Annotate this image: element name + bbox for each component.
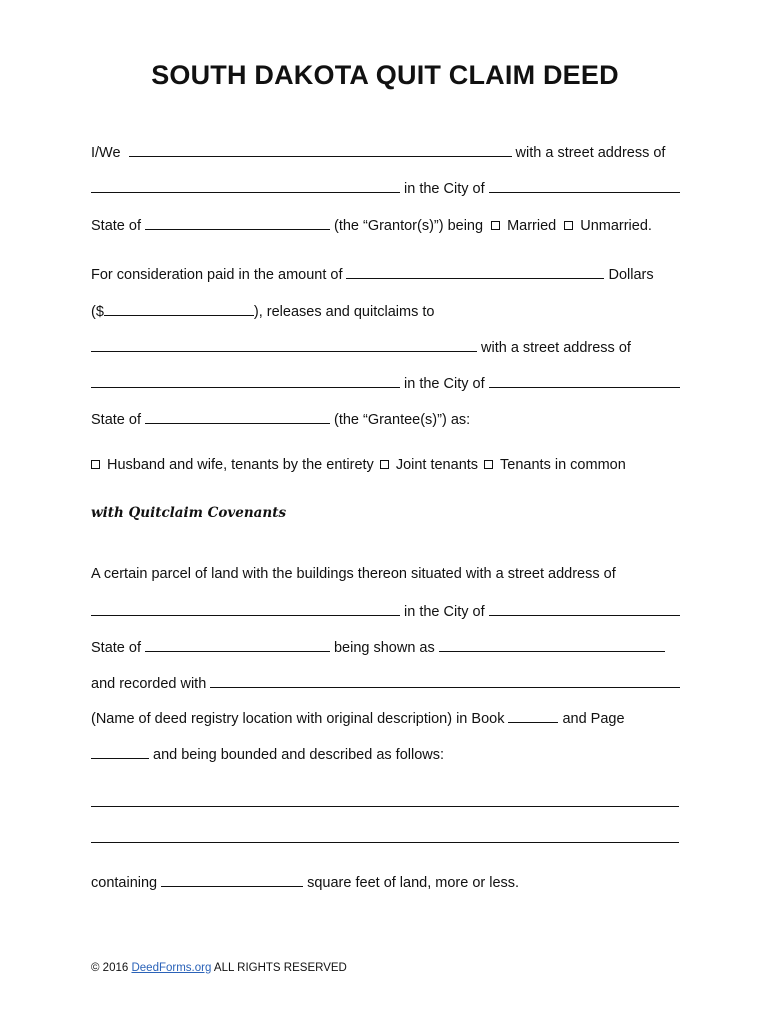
grantee-city-field[interactable] (489, 372, 680, 388)
and-page-label: and Page (562, 711, 625, 727)
unmarried-checkbox[interactable] (564, 221, 573, 230)
consideration-amount-field[interactable] (104, 300, 254, 316)
copyright-text: © 2016 (91, 962, 129, 974)
grantor-state-line (91, 214, 680, 236)
joint-checkbox[interactable] (380, 460, 389, 469)
grantor-being-label: (the “Grantor(s)”) being (333, 218, 484, 234)
dollar-open-label: ($ (91, 304, 104, 320)
grantee-address-line (91, 372, 680, 394)
grantee-state-label: State of (91, 412, 141, 428)
grantor-address-line (91, 177, 680, 199)
document-title: SOUTH DAKOTA QUIT CLAIM DEED (151, 60, 619, 90)
tenancy-option-joint[interactable] (380, 455, 478, 475)
consideration-label: For consideration paid in the amount of (91, 267, 343, 283)
entirety-label: Husband and wife, tenants by the entirety (107, 457, 374, 473)
married-label: Married (507, 218, 557, 234)
grantee-street-label: with a street address of (481, 340, 631, 356)
parcel-city-label: in the City of (404, 604, 485, 620)
married-option[interactable] (491, 216, 556, 236)
grantee-name-field[interactable] (91, 336, 477, 352)
grantee-name-line (91, 336, 680, 358)
consideration-line (91, 263, 680, 285)
common-label: Tenants in common (500, 457, 626, 473)
parcel-city-field[interactable] (489, 600, 680, 616)
description-line-2[interactable] (91, 842, 679, 843)
footer (91, 962, 347, 974)
covenants-heading: with Quitclaim Covenants (91, 505, 287, 521)
grantee-as-label: (the “Grantee(s)”) as: (333, 412, 471, 428)
entirety-checkbox[interactable] (91, 460, 100, 469)
grantor-city-field[interactable] (489, 177, 680, 193)
common-checkbox[interactable] (484, 460, 493, 469)
grantor-street-label: with a street address of (515, 145, 666, 161)
parcel-address-line (91, 600, 680, 622)
grantee-state-line (91, 408, 680, 430)
unmarried-option[interactable] (564, 216, 652, 236)
parcel-shown-label: being shown as (333, 640, 435, 656)
releases-label: ), releases and quitclaims to (253, 304, 435, 320)
square-feet-field[interactable] (161, 871, 303, 887)
recorded-line (91, 672, 680, 694)
grantor-street-field[interactable] (91, 177, 400, 193)
registry-label: (Name of deed registry location with original description) in Book (91, 711, 505, 727)
bounded-line (91, 743, 680, 765)
parcel-street-field[interactable] (91, 600, 400, 616)
grantor-state-field[interactable] (145, 214, 330, 230)
parcel-intro-line (91, 564, 680, 584)
consideration-amount-line (91, 300, 680, 322)
grantor-name-line (91, 141, 680, 163)
tenancy-line (91, 455, 680, 475)
book-field[interactable] (508, 707, 558, 723)
parcel-shown-field[interactable] (439, 636, 665, 652)
married-checkbox[interactable] (491, 221, 500, 230)
description-line-1[interactable] (91, 806, 679, 807)
parcel-intro-label: A certain parcel of land with the buildings thereon situated with a street address of (91, 566, 616, 582)
tenancy-option-common[interactable] (484, 455, 626, 475)
recorded-field[interactable] (210, 672, 680, 688)
unmarried-label: Unmarried. (580, 218, 652, 234)
containing-label: containing (91, 875, 158, 891)
joint-label: Joint tenants (395, 457, 479, 473)
dollars-label: Dollars (608, 267, 654, 283)
sqft-label: square feet of land, more or less. (307, 875, 520, 891)
iwe-label: I/We (91, 145, 121, 161)
grantee-city-label: in the City of (404, 376, 485, 392)
bounded-label: and being bounded and described as follows: (153, 747, 445, 763)
containing-line (91, 871, 680, 893)
parcel-state-label: State of (91, 640, 141, 656)
parcel-state-field[interactable] (145, 636, 330, 652)
tenancy-option-entirety[interactable] (91, 455, 374, 475)
grantor-city-label: in the City of (404, 181, 485, 197)
recorded-label: and recorded with (91, 676, 207, 692)
parcel-state-line (91, 636, 680, 658)
deedforms-link[interactable]: DeedForms.org (131, 962, 212, 974)
page-field[interactable] (91, 743, 149, 759)
consideration-amount-words-field[interactable] (346, 263, 604, 279)
registry-line (91, 707, 680, 729)
grantor-state-label: State of (91, 218, 141, 234)
rights-text: ALL RIGHTS RESERVED (213, 962, 347, 974)
grantee-state-field[interactable] (145, 408, 330, 424)
grantee-street-field[interactable] (91, 372, 400, 388)
grantor-name-field[interactable] (129, 141, 512, 157)
